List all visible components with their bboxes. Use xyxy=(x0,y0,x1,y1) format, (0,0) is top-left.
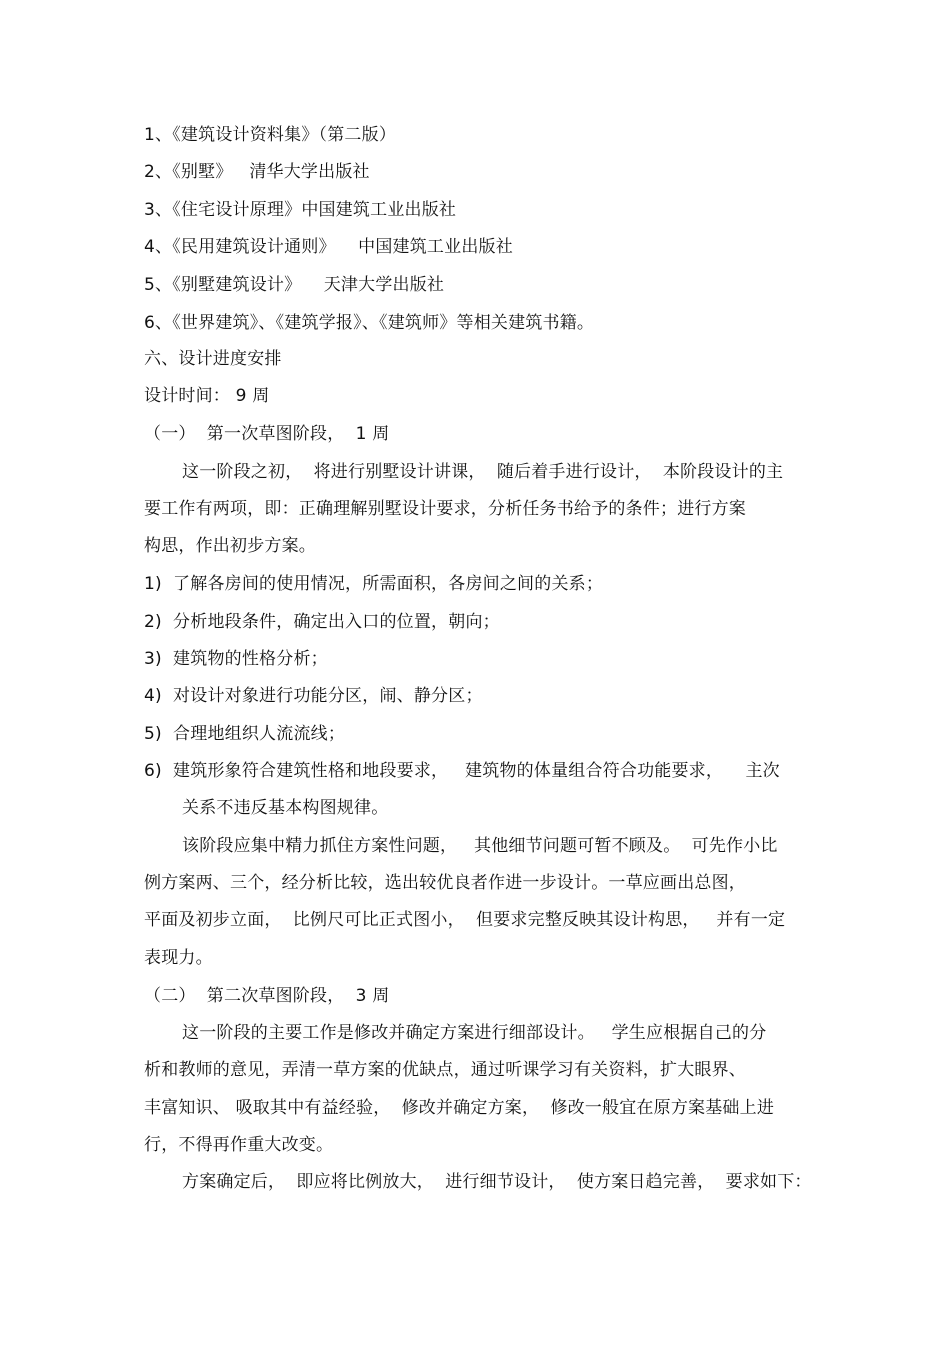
task-item: 2) 分析地段条件，确定出入口的位置，朝向； xyxy=(144,612,500,632)
task-item: 3) 建筑物的性格分析； xyxy=(144,649,328,669)
reference-item: 2、《别墅》 清华大学出版社 xyxy=(144,162,370,182)
reference-item: 1、《建筑设计资料集》（第二版） xyxy=(144,125,397,145)
reference-item: 6、《世界建筑》、《建筑学报》、《建筑师》等相关建筑书籍。 xyxy=(144,313,595,333)
paragraph-line: 方案确定后， 即应将比例放大， 进行细节设计， 使方案日趋完善， 要求如下： xyxy=(182,1172,812,1192)
reference-item: 4、《民用建筑设计通则》 中国建筑工业出版社 xyxy=(144,237,513,257)
paragraph-line: 行，不得再作重大改变。 xyxy=(144,1135,334,1155)
task-item: 4) 对设计对象进行功能分区，闹、静分区； xyxy=(144,686,483,706)
task-item: 5) 合理地组织人流流线； xyxy=(144,724,346,744)
paragraph-line: 构思，作出初步方案。 xyxy=(144,536,316,556)
paragraph-line: 平面及初步立面， 比例尺可比正式图小， 但要求完整反映其设计构思， 并有一定 xyxy=(144,910,786,930)
section-heading: 六、设计进度安排 xyxy=(144,349,282,369)
task-item: 1) 了解各房间的使用情况，所需面积，各房间之间的关系； xyxy=(144,574,604,594)
task-item-continuation: 关系不违反基本构图规律。 xyxy=(182,798,389,818)
task-item: 6) 建筑形象符合建筑性格和地段要求， 建筑物的体量组合符合功能要求， 主次 xyxy=(144,761,780,781)
paragraph-line: 表现力。 xyxy=(144,948,213,968)
paragraph-line: 例方案两、三个，经分析比较，选出较优良者作进一步设计。一草应画出总图， xyxy=(144,873,746,893)
design-time: 设计时间： 9 周 xyxy=(144,386,270,406)
paragraph-line: 该阶段应集中精力抓住方案性问题， 其他细节问题可暂不顾及。 可先作小比 xyxy=(182,836,778,856)
reference-item: 5、《别墅建筑设计》 天津大学出版社 xyxy=(144,275,445,295)
paragraph-line: 要工作有两项，即：正确理解别墅设计要求，分析任务书给予的条件；进行方案 xyxy=(144,499,746,519)
paragraph-line: 这一阶段之初， 将进行别墅设计讲课， 随后着手进行设计， 本阶段设计的主 xyxy=(182,462,784,482)
stage-heading: （二） 第二次草图阶段， 3 周 xyxy=(144,986,390,1006)
paragraph-line: 丰富知识、 吸取其中有益经验， 修改并确定方案， 修改一般宜在原方案基础上进 xyxy=(144,1098,775,1118)
paragraph-line: 析和教师的意见，弄清一草方案的优缺点，通过听课学习有关资料，扩大眼界、 xyxy=(144,1060,746,1080)
stage-heading: （一） 第一次草图阶段， 1 周 xyxy=(144,424,390,444)
reference-item: 3、《住宅设计原理》中国建筑工业出版社 xyxy=(144,200,457,220)
paragraph-line: 这一阶段的主要工作是修改并确定方案进行细部设计。 学生应根据自己的分 xyxy=(182,1023,767,1043)
